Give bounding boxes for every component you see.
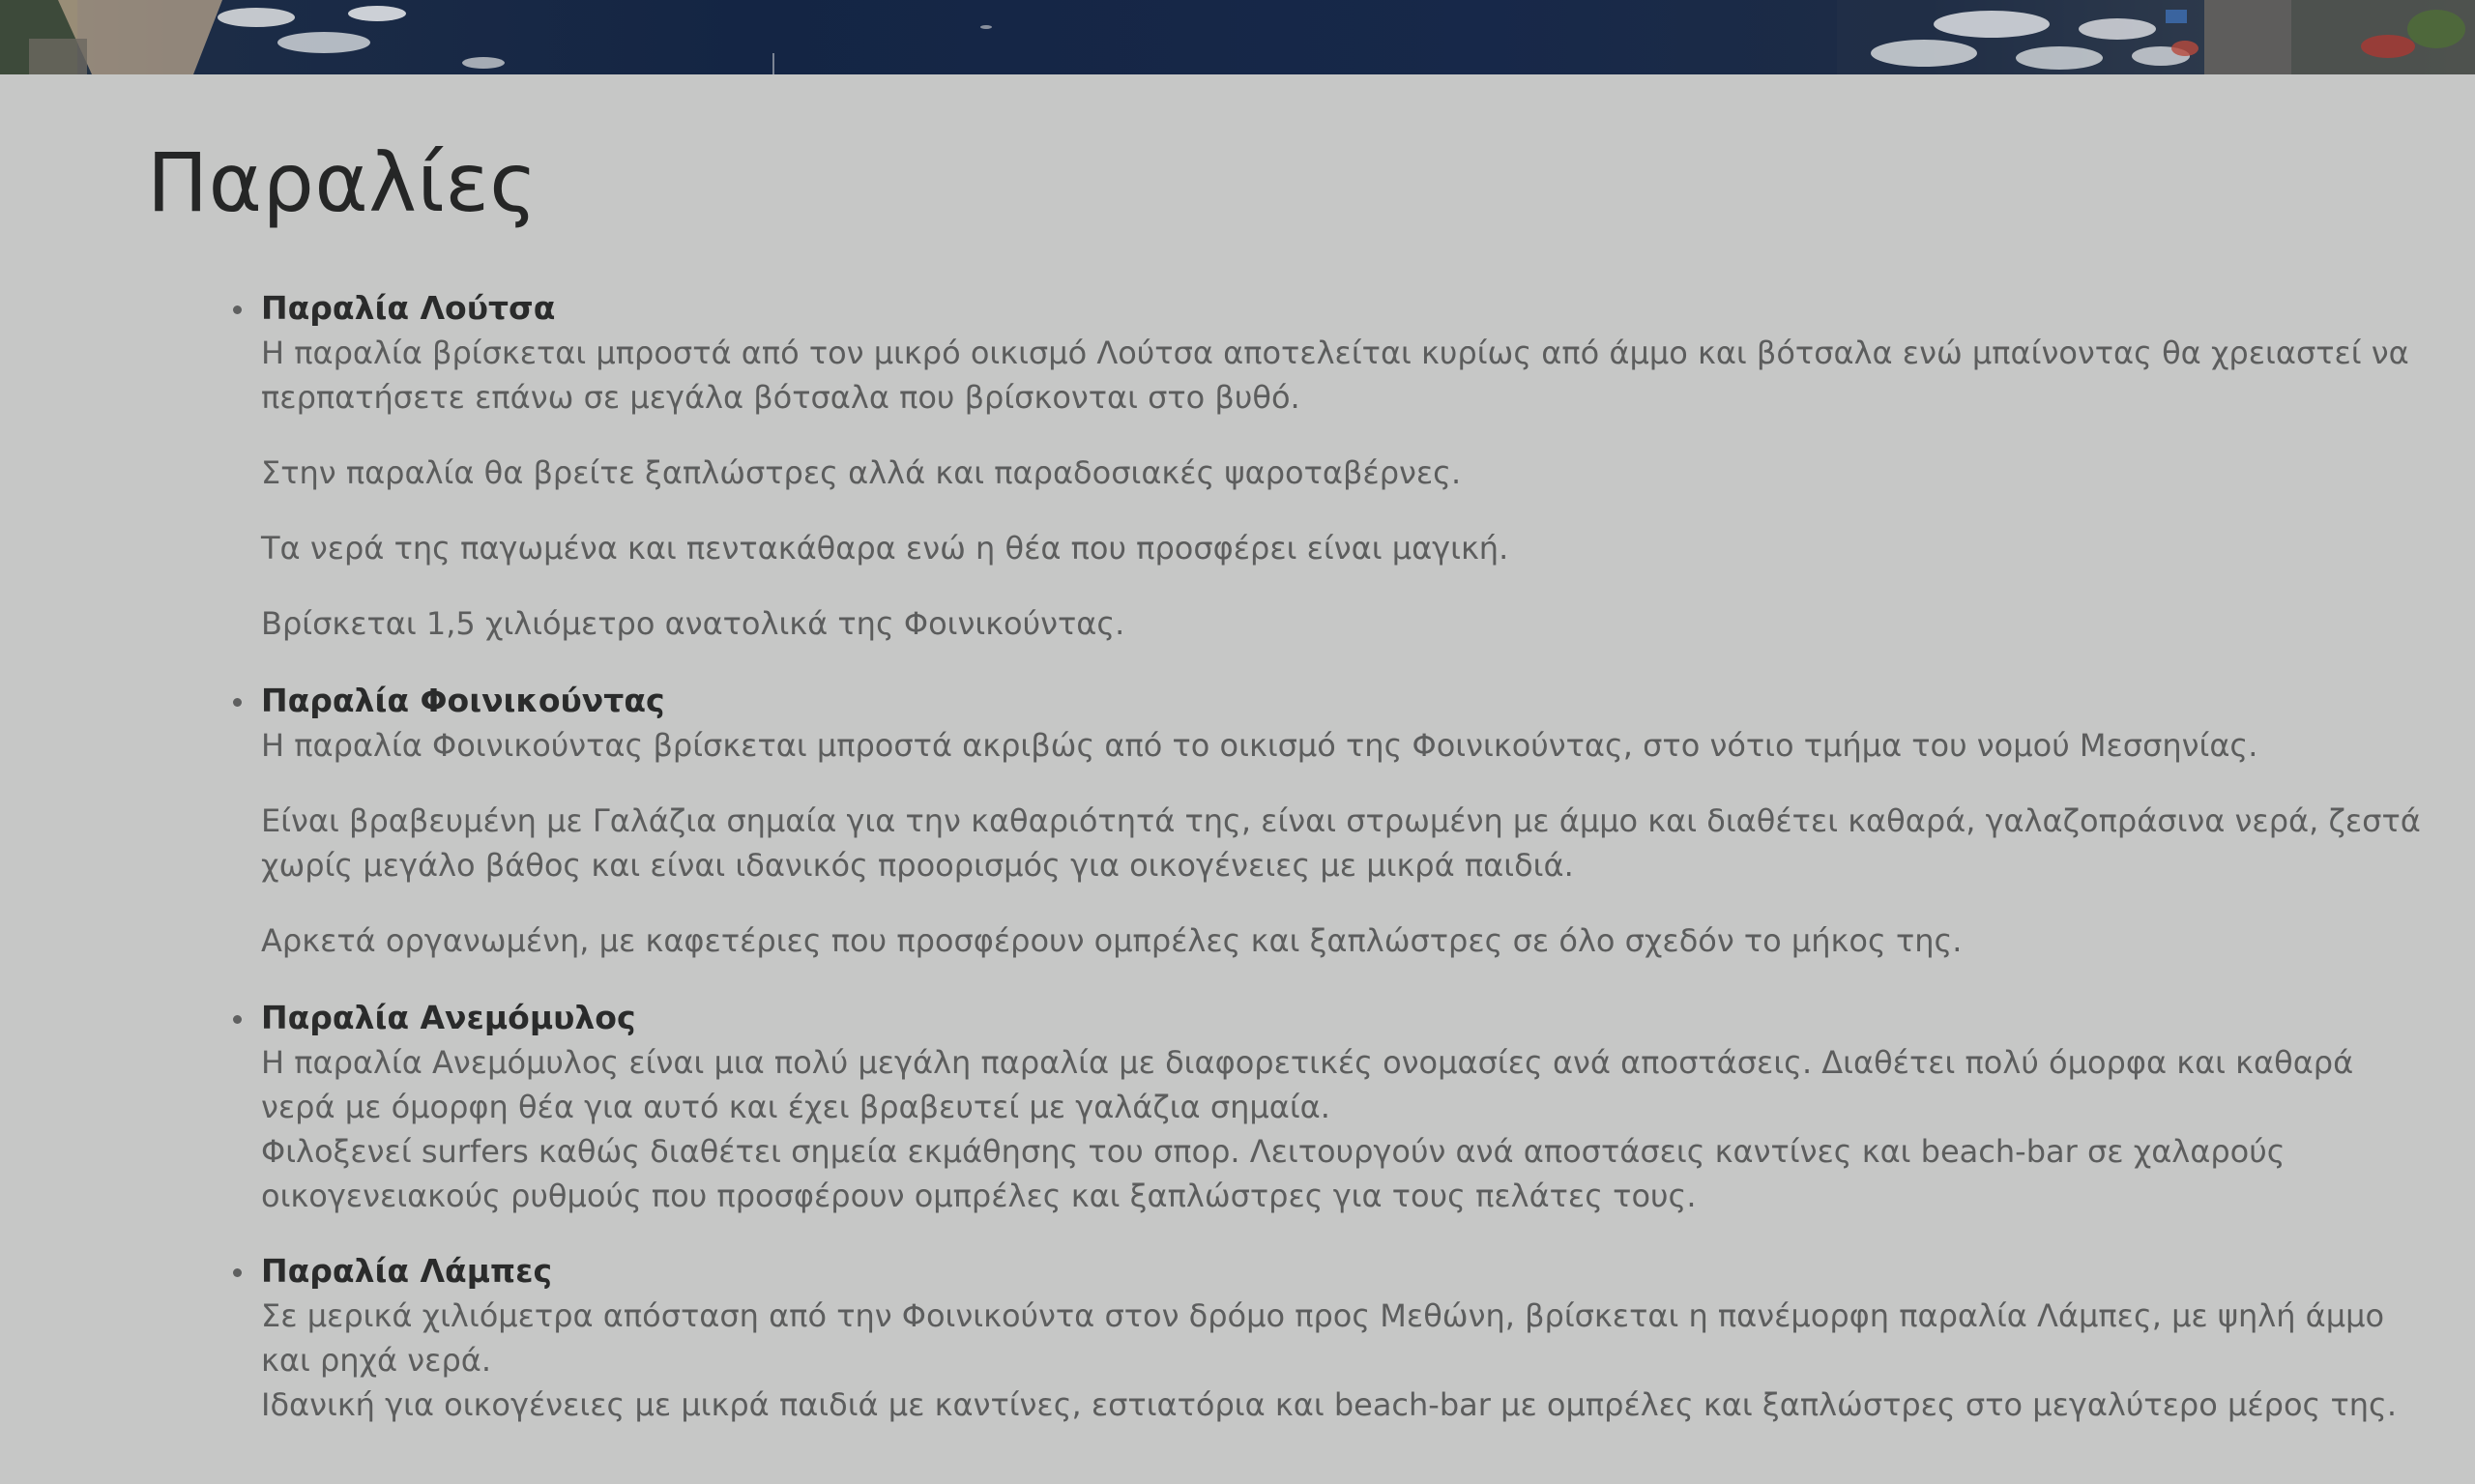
hero-banner-image bbox=[0, 0, 2475, 74]
beach-paragraph: Αρκετά οργανωμένη, με καφετέριες που προσφέρουν ομπρέλες και ξαπλώστρες σε όλο σχεδόν το μήκος της. bbox=[261, 922, 1963, 959]
list-item-loutsa bbox=[261, 286, 2409, 646]
list-item-anemomylos bbox=[261, 996, 2369, 1218]
list-item-foinikounta bbox=[261, 679, 2421, 963]
beach-paragraph: Βρίσκεται 1,5 χιλιόμετρο ανατολικά της Φοινικούντας. bbox=[261, 605, 1125, 642]
beach-name: Παραλία Ανεμόμυλος bbox=[261, 999, 636, 1036]
beach-name: Παραλία Φοινικούντας bbox=[261, 682, 665, 719]
beach-paragraph: Η παραλία Φοινικούντας βρίσκεται μπροστά ακριβώς από το οικισμό της Φοινικούντας, στο νότιο τμήμα του νομού Μεσσηνίας. bbox=[261, 727, 2258, 764]
beach-name: Παραλία Λούτσα bbox=[261, 289, 556, 327]
page-title: Παραλίες bbox=[147, 135, 539, 230]
beach-paragraph: Η παραλία βρίσκεται μπροστά από τον μικρό οικισμό Λούτσα αποτελείται κυρίως από άμμο και βότσαλα ενώ μπαίνοντας θα χρειαστεί να περπατήσετε επάνω σε μεγάλα βότσαλα που βρίσκονται στο βυθό. bbox=[261, 335, 2409, 416]
bullet-icon bbox=[233, 1015, 242, 1024]
harbor-boats-image bbox=[0, 0, 2475, 74]
beach-paragraph: Είναι βραβευμένη με Γαλάζια σημαία για την καθαριότητά της, είναι στρωμένη με άμμο και διαθέτει καθαρά, γαλαζοπράσινα νερά, ζεστά χωρίς μεγάλο βάθος και είναι ιδανικός προορισμός για οικογένειες με μικρά παιδιά. bbox=[261, 802, 2421, 884]
beach-paragraph: Στην παραλία θα βρείτε ξαπλώστρες αλλά και παραδοσιακές ψαροταβέρνες. bbox=[261, 454, 1462, 491]
bullet-icon bbox=[233, 698, 242, 707]
main-content bbox=[0, 74, 2475, 1484]
beach-paragraph: Η παραλία Ανεμόμυλος είναι μια πολύ μεγάλη παραλία με διαφορετικές ονομασίες ανά αποστάσεις. Διαθέτει πολύ όμορφα και καθαρά νερά με όμορφη θέα για αυτό και έχει βραβευτεί με γαλάζια σημαία. Φιλοξενεί surfers καθώς διαθέτει σημεία εκμάθησης του σπορ. Λειτουργούν ανά αποστάσεις καντίνες και beach-bar σε χαλαρούς οικογενειακούς ρυθμούς που προσφέρουν ομπρέλες και ξαπλώστρες για τους πελάτες τους. bbox=[261, 1044, 2354, 1214]
beach-paragraph: Σε μερικά χιλιόμετρα απόσταση από την Φοινικούντα στον δρόμο προς Μεθώνη, βρίσκεται η πανέμορφη παραλία Λάμπες, με ψηλή άμμο και ρηχά νερά. Ιδανική για οικογένειες με μικρά παιδιά με καντίνες, εστιατόρια και beach-bar με ομπρέλες και ξαπλώστρες στο μεγαλύτερο μέρος της. bbox=[261, 1297, 2397, 1423]
beach-name: Παραλία Λάμπες bbox=[261, 1252, 553, 1290]
beach-paragraph: Τα νερά της παγωμένα και πεντακάθαρα ενώ η θέα που προσφέρει είναι μαγική. bbox=[261, 530, 1509, 567]
bullet-icon bbox=[233, 1268, 242, 1277]
list-item-lampes bbox=[261, 1249, 2397, 1427]
bullet-icon bbox=[233, 306, 242, 314]
